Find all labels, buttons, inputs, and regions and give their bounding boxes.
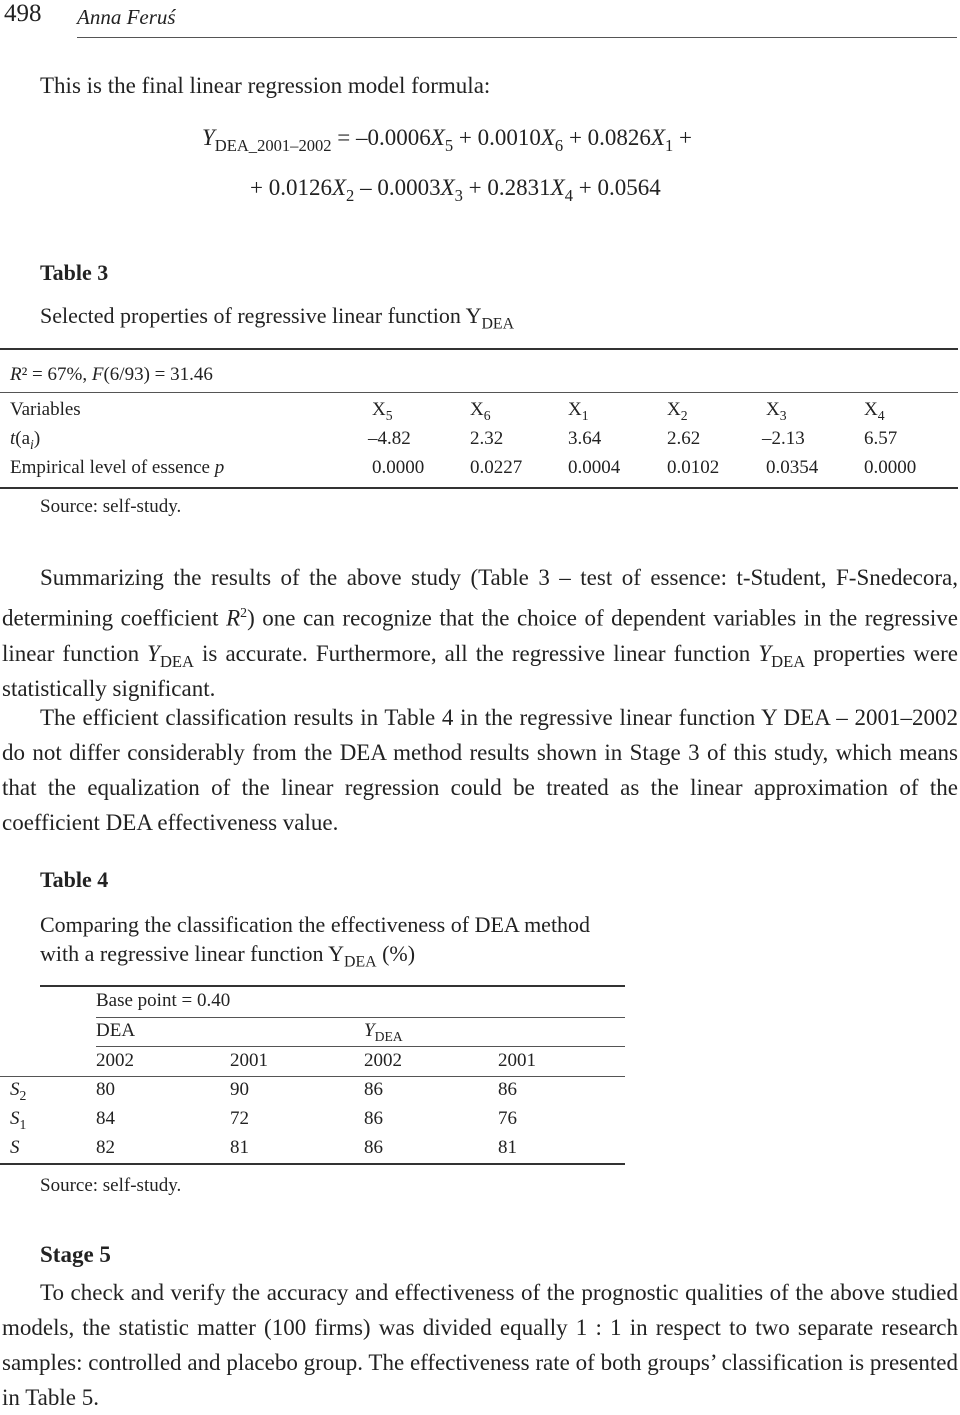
formula-lhs-sub: DEA_2001–2002	[214, 135, 332, 155]
table4-title-line1: Comparing the classification the effectiveness of DEA method	[40, 912, 591, 937]
table3-header-cell	[568, 399, 589, 421]
formula-tail: + 0.0564	[573, 175, 661, 200]
header-sub: 2	[680, 407, 688, 423]
para1-c: is accurate. Furthermore, all the regressive linear function	[193, 640, 759, 666]
para1-y1: Y	[147, 640, 160, 666]
running-head-author: Anna Feruś	[77, 5, 176, 29]
table3-top-rule	[0, 348, 958, 350]
header-rule	[77, 37, 957, 38]
table3-header-cell	[864, 399, 885, 421]
formula-term: + 0.2831	[462, 175, 551, 200]
table4-year: 2001	[230, 1050, 268, 1071]
table3-t-cell: –2.13	[762, 428, 805, 449]
r-squared-var: R	[10, 364, 22, 385]
table3-title-text: Selected properties of regressive linear function Y	[40, 303, 482, 328]
formula-term: – 0.0003	[354, 175, 441, 200]
table3-header-row	[0, 399, 960, 425]
header-var: X	[568, 399, 582, 420]
t-var: t	[10, 428, 16, 449]
formula-term-var: X	[550, 175, 565, 200]
table4-cell: 86	[364, 1108, 383, 1129]
table4-cell: 90	[230, 1079, 249, 1100]
table3-p-cell: 0.0000	[864, 457, 917, 478]
formula-term-var: X	[440, 175, 455, 200]
header-sub: 5	[385, 407, 393, 423]
formula-term-sub: 5	[444, 135, 454, 155]
table4-year-rule	[0, 1076, 625, 1077]
para1-a: Summarizing the results of the above study (Table 3 – test of essence: t-Student, F-Snedecora, determining coefficient	[2, 565, 958, 631]
formula-tail: +	[673, 125, 693, 150]
stage5-heading: Stage 5	[40, 1242, 111, 1267]
table4-cell: 76	[498, 1108, 517, 1129]
header-sub: 4	[877, 407, 885, 423]
formula-term-sub: 6	[554, 135, 564, 155]
table4-title-line2	[40, 939, 590, 971]
table3-p-row	[0, 457, 960, 483]
table4-base-point: Base point = 0.40	[96, 990, 231, 1011]
table3-p-cell: 0.0227	[470, 457, 523, 478]
table3-p-cell: 0.0102	[667, 457, 720, 478]
table3-bottom-rule	[0, 487, 958, 489]
table4-cell: 80	[96, 1079, 115, 1100]
t-sub: i	[30, 436, 34, 452]
para1-y2: Y	[758, 640, 772, 666]
f-stat-var: F	[91, 364, 104, 385]
table4-label: Table 4	[40, 867, 109, 892]
paragraph-classification: The efficient classification results in Table 4 in the regressive linear function Y DEA – 2001–2002 do not differ considerably from the DEA method results shown in Stage 3 of this study, which means that the equalization of the linear regression could be treated as the linear approximation of the coefficient DEA effectiveness value.	[2, 705, 958, 835]
r-squared-value: ² = 67%,	[21, 364, 92, 385]
intro-text: This is the final linear regression model formula:	[40, 73, 491, 98]
table3-stats	[10, 364, 213, 386]
table3-header-cell	[667, 399, 688, 421]
formula-line-2	[250, 175, 661, 205]
table4-cell: 84	[96, 1108, 115, 1129]
table3-label: Table 3	[40, 260, 109, 285]
row-label-var: S	[10, 1108, 20, 1129]
table4-group-y	[364, 1020, 403, 1042]
page-number: 498	[4, 0, 42, 27]
p-label-text: Empirical level of essence	[10, 457, 215, 478]
stage5-paragraph: To check and verify the accuracy and effectiveness of the prognostic qualities of the above studied models, the statistic matter (100 firms) was divided equally 1 : 1 in respect to two separate research samples: controlled and placebo group. The effectiveness rate of both groups’ classification is presented in Table 5.	[2, 1280, 958, 1410]
f-stat-value: (6/93) = 31.46	[103, 364, 213, 385]
table3-header-cell	[372, 399, 393, 421]
table4-source: Source: self-study.	[40, 1175, 182, 1196]
table4-year: 2001	[498, 1050, 536, 1071]
table3-t-cell: 3.64	[568, 428, 602, 449]
table3-p-cell: 0.0000	[372, 457, 425, 478]
table3-t-label	[10, 428, 40, 450]
para1-r-sup: 2	[240, 605, 248, 620]
table4-cell: 86	[364, 1137, 383, 1158]
row-label-sub: 2	[19, 1087, 27, 1103]
table4-row-label	[10, 1079, 26, 1101]
table4-title-tail: (%)	[376, 941, 416, 966]
para1-r: R	[226, 605, 241, 631]
table3-source: Source: self-study.	[40, 496, 182, 517]
formula-term-var: X	[650, 125, 665, 150]
header-var: X	[766, 399, 780, 420]
header-sub: 6	[483, 407, 491, 423]
table3-header-cell	[470, 399, 491, 421]
formula-term-var: X	[540, 125, 555, 150]
table4-cell: 86	[364, 1079, 383, 1100]
para1-y1-sub: DEA	[159, 651, 194, 671]
table3-p-label	[10, 457, 224, 479]
table4-title-text: with a regressive linear function Y	[40, 941, 345, 966]
paragraph-summary	[2, 560, 958, 706]
table3-t-row	[0, 428, 960, 454]
para1-d: properties were statistically significant.	[2, 640, 958, 701]
table3-t-cell: 6.57	[864, 428, 898, 449]
formula-line-1	[202, 125, 693, 155]
table4-row-label	[10, 1108, 26, 1130]
formula-term: + 0.0826	[563, 125, 651, 150]
table4-top-rule	[40, 985, 625, 987]
table4-bottom-rule	[0, 1163, 625, 1165]
row-label-var: S	[10, 1079, 20, 1100]
formula-term-sub: 2	[346, 185, 355, 205]
table4-cell: 82	[96, 1137, 115, 1158]
table4-year: 2002	[364, 1050, 402, 1071]
table3-variables-label: Variables	[10, 399, 81, 420]
table3-body	[0, 399, 960, 489]
header-var: X	[470, 399, 484, 420]
p-var: p	[214, 457, 225, 478]
table4-base-rule	[96, 1017, 625, 1018]
header-var: X	[372, 399, 386, 420]
formula-term-sub: 4	[564, 185, 573, 205]
formula-term: + 0.0010	[453, 125, 541, 150]
formula-lhs-var: Y	[202, 125, 215, 150]
para1-b: ) one can recognize that the choice of dependent variables in the regressive linear function	[2, 605, 959, 666]
table3-t-cell: 2.62	[667, 428, 701, 449]
t-close: )	[33, 428, 41, 449]
table4-year: 2002	[96, 1050, 134, 1071]
table4-row-label	[10, 1137, 20, 1159]
formula-term: = –0.0006	[331, 125, 431, 150]
formula-term: + 0.0126	[250, 175, 332, 200]
table4-group-dea: DEA	[96, 1020, 136, 1041]
table4-group-rule	[96, 1046, 625, 1047]
table4-cell: 81	[230, 1137, 249, 1158]
table3-title-sub: DEA	[481, 315, 514, 333]
table3-stats-rule	[0, 392, 958, 393]
row-label-sub: 1	[19, 1116, 27, 1132]
table3-t-cell: –4.82	[368, 428, 411, 449]
formula-term-sub: 3	[454, 185, 463, 205]
formula-term-sub: 1	[665, 135, 674, 155]
formula-term-var: X	[331, 175, 347, 200]
header-var: X	[864, 399, 878, 420]
t-open: (a	[15, 428, 31, 449]
header-sub: 3	[779, 407, 787, 423]
table3-stats-row	[0, 364, 960, 390]
table3-p-cell: 0.0004	[568, 457, 621, 478]
table3-t-cell: 2.32	[470, 428, 504, 449]
table4-cell: 86	[498, 1079, 517, 1100]
group-y-var: Y	[364, 1020, 375, 1041]
table4-cell: 72	[230, 1108, 249, 1129]
table4-title	[40, 910, 591, 971]
formula-term-var: X	[430, 125, 445, 150]
table4-cell: 81	[498, 1137, 517, 1158]
header-var: X	[667, 399, 681, 420]
table4-title-sub: DEA	[344, 953, 377, 971]
row-label-var: S	[10, 1137, 20, 1158]
header-sub: 1	[581, 407, 589, 423]
table3-header-cell	[766, 399, 787, 421]
para1-y2-sub: DEA	[771, 651, 806, 671]
table3-title	[40, 303, 514, 333]
group-y-sub: DEA	[374, 1028, 403, 1044]
table3-p-cell: 0.0354	[766, 457, 819, 478]
